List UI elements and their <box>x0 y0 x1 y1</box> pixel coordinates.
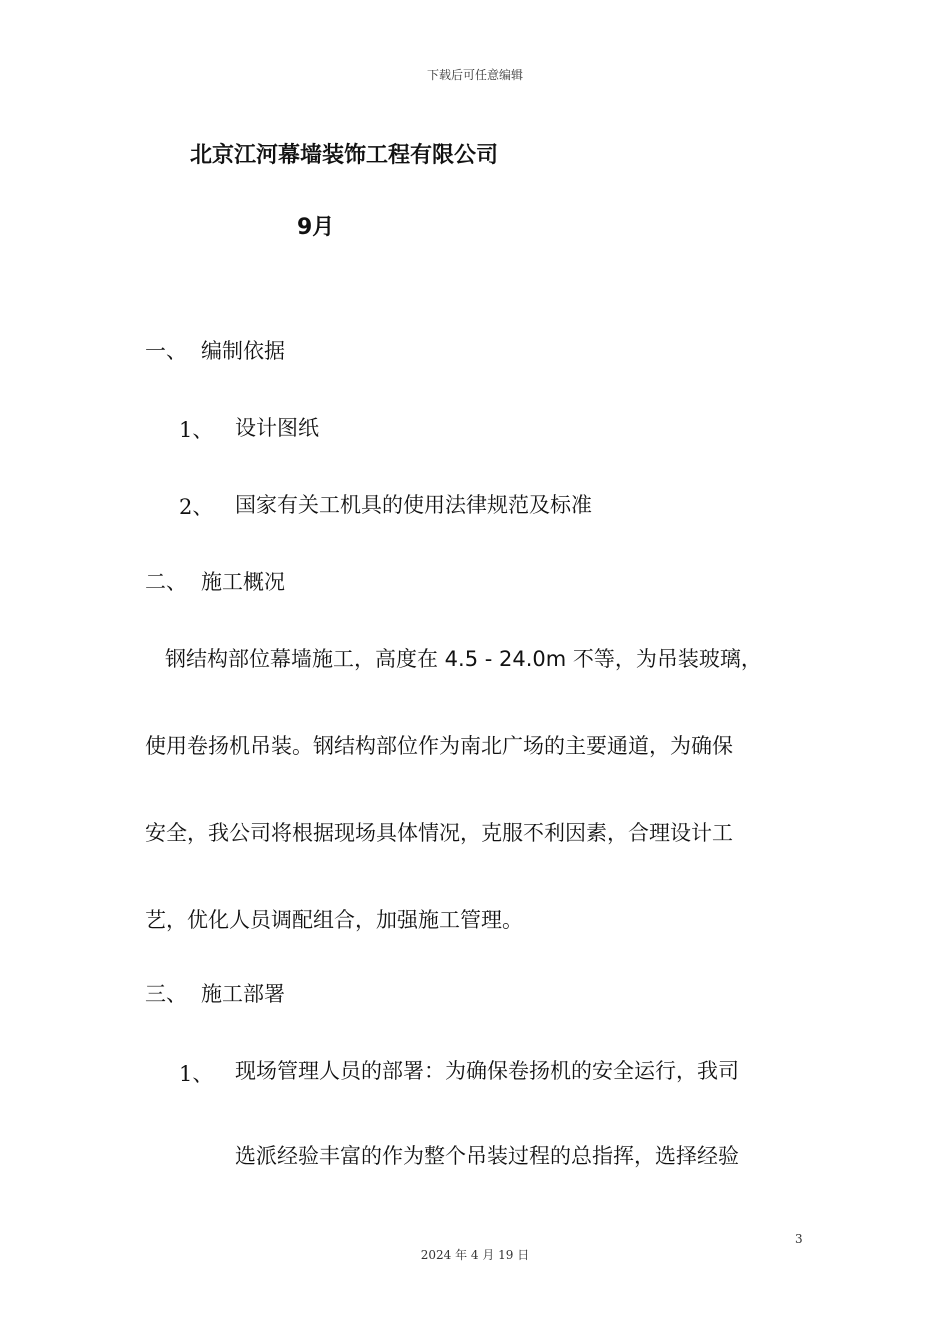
section-2-title: 施工概况 <box>201 570 285 594</box>
page-number: 3 <box>795 1232 803 1246</box>
s2-paragraph-line-4: 艺，优化人员调配组合，加强施工管理。 <box>145 908 523 932</box>
section-3-title: 施工部署 <box>201 982 285 1006</box>
s3-item-1-marker: 1、 <box>179 1062 214 1086</box>
section-1-title: 编制依据 <box>201 339 285 363</box>
s3-item-1-line-2: 选派经验丰富的作为整个吊装过程的总指挥，选择经验 <box>235 1144 739 1168</box>
s1-item-2-marker: 2、 <box>179 495 214 519</box>
s1-item-1-text: 设计图纸 <box>235 416 319 440</box>
s2-paragraph-line-1: 钢结构部位幕墙施工，高度在 4.5 - 24.0m 不等，为吊装玻璃， <box>165 647 762 671</box>
s3-item-1-line-1: 现场管理人员的部署：为确保卷扬机的安全运行，我司 <box>235 1059 739 1083</box>
s2-paragraph-line-3: 安全，我公司将根据现场具体情况，克服不利因素，合理设计工 <box>145 821 733 845</box>
cover-month: 9月 <box>297 215 335 240</box>
s1-item-2-text: 国家有关工机具的使用法律规范及标准 <box>235 493 592 517</box>
company-name: 北京江河幕墙装饰工程有限公司 <box>190 143 499 168</box>
section-1-marker: 一、 <box>145 339 187 363</box>
section-2-marker: 二、 <box>145 570 187 594</box>
s2-paragraph-line-2: 使用卷扬机吊装。钢结构部位作为南北广场的主要通道，为确保 <box>145 734 733 758</box>
header-note: 下载后可任意编辑 <box>426 68 523 82</box>
section-3-marker: 三、 <box>145 982 187 1006</box>
s1-item-1-marker: 1、 <box>179 418 214 442</box>
footer-date: 2024 年 4 月 19 日 <box>420 1248 530 1262</box>
